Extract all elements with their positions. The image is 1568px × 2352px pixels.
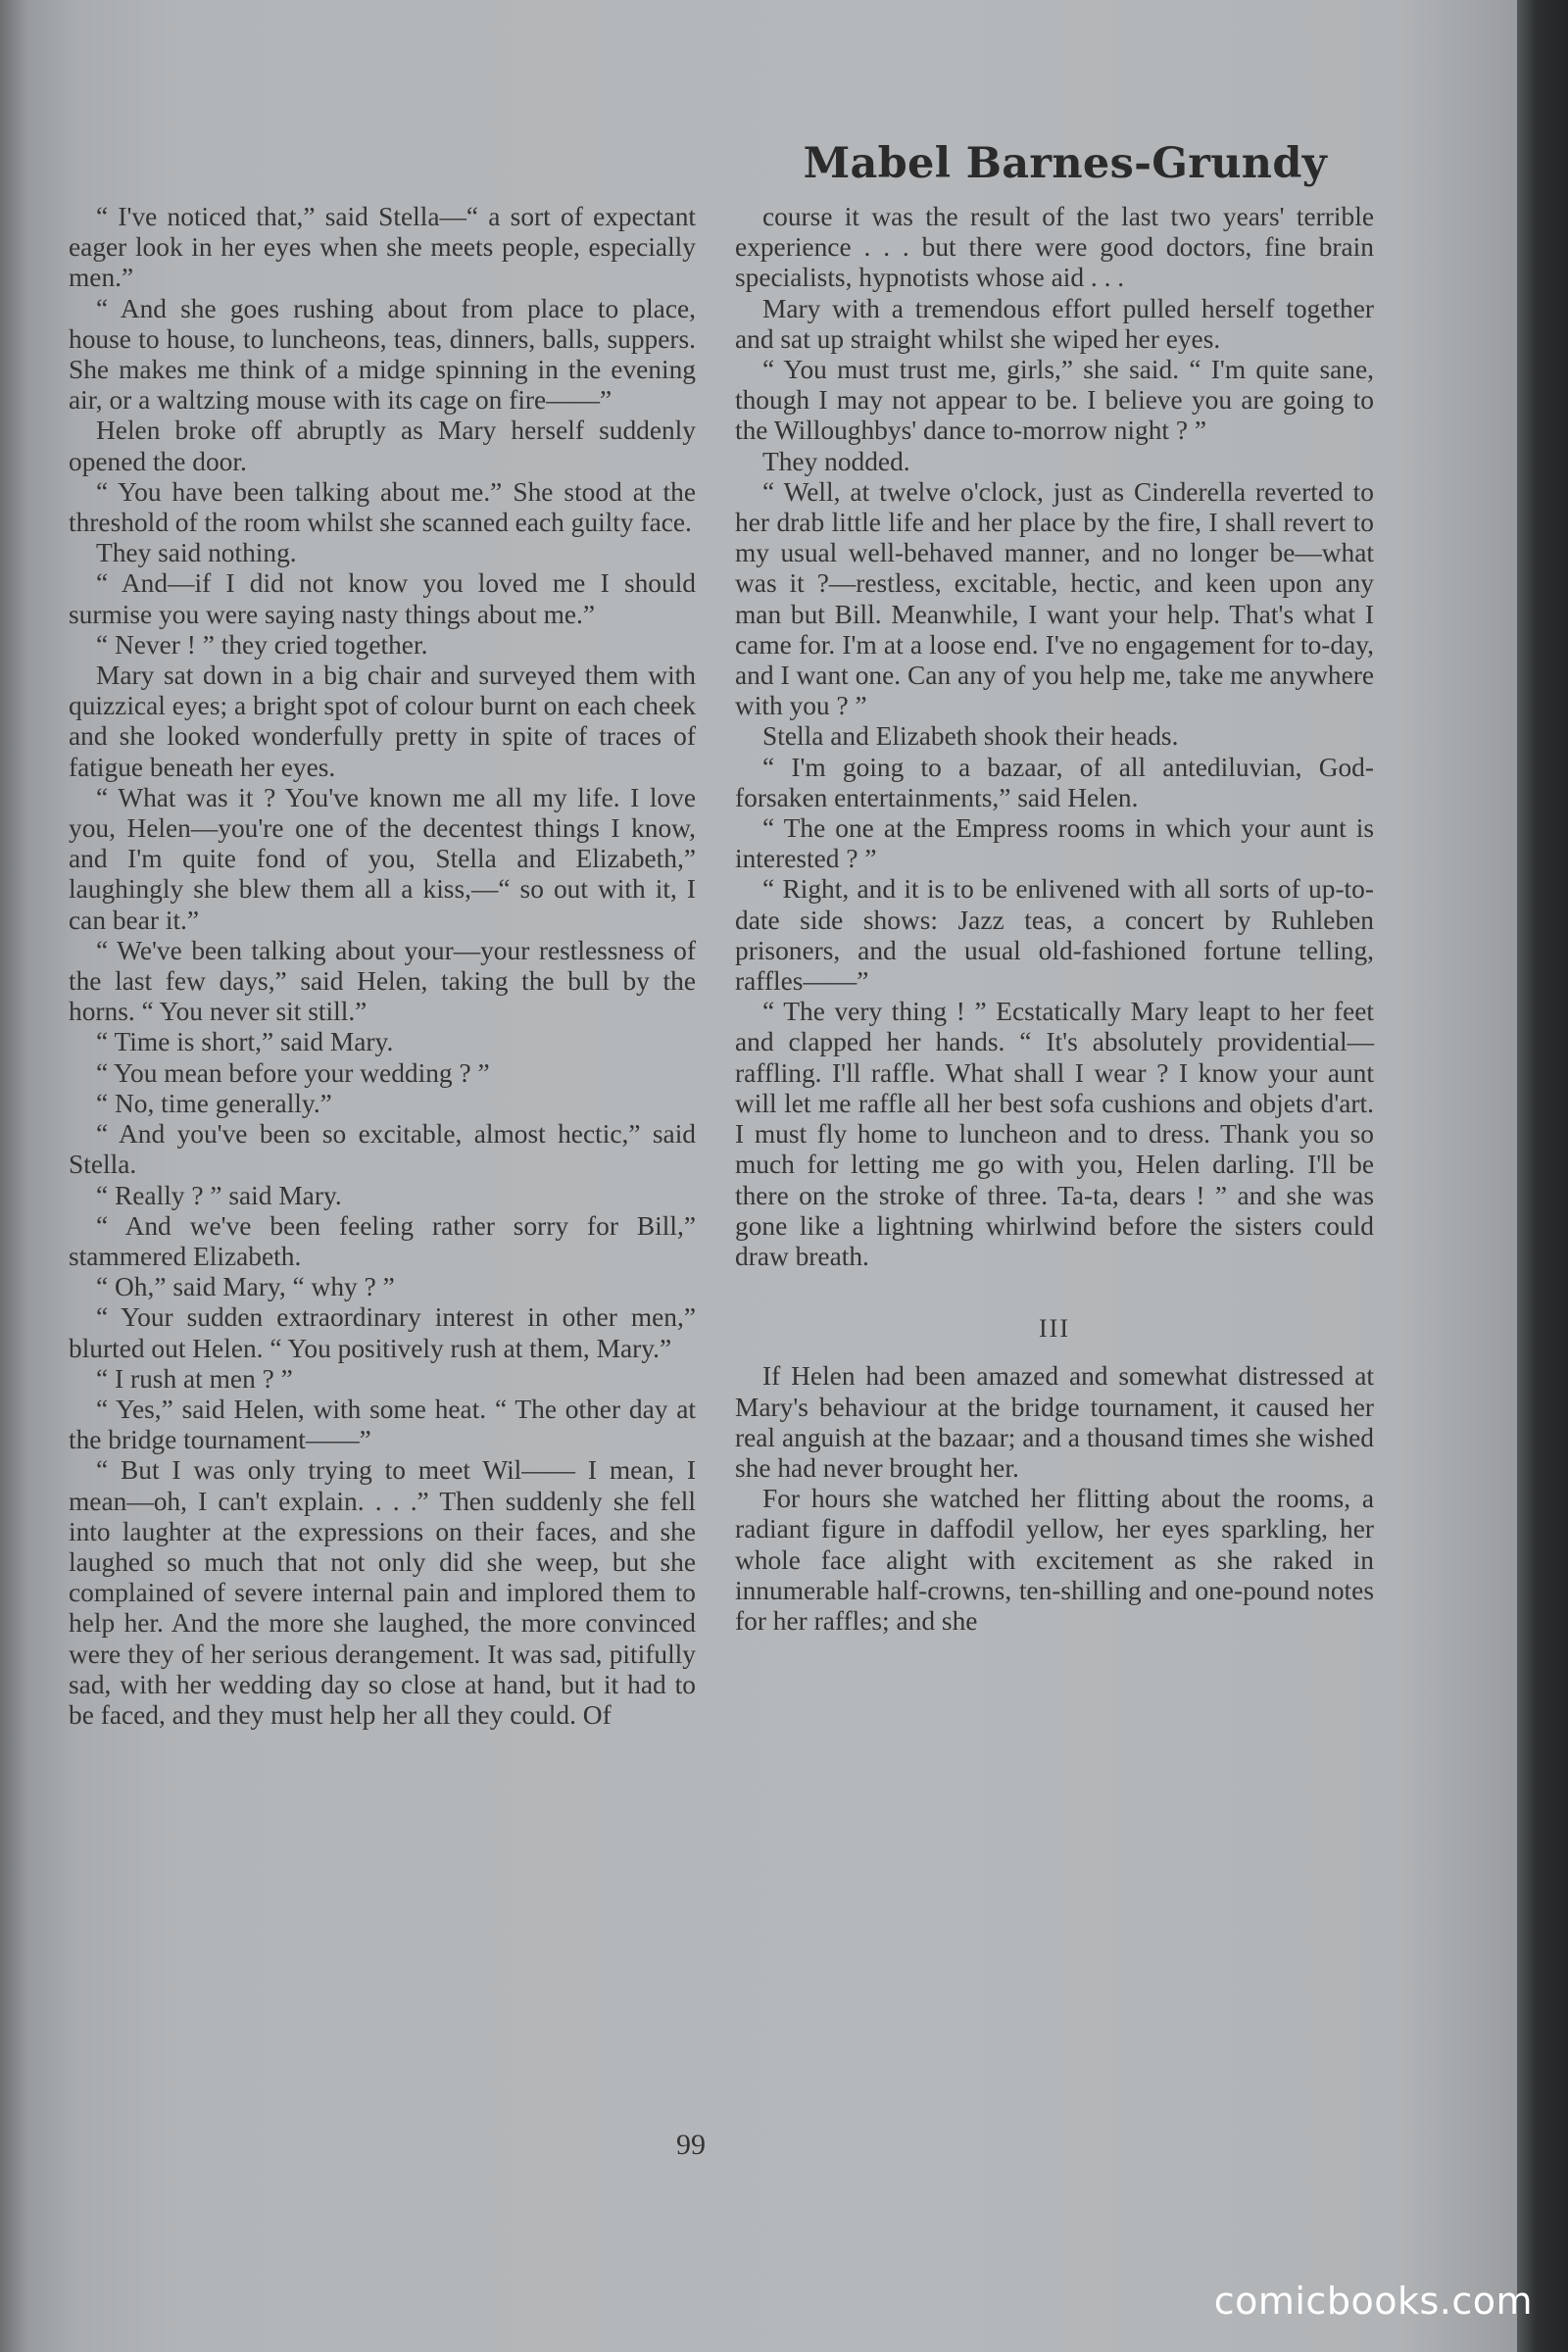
page-spine-shadow [0, 0, 29, 2352]
paragraph: “ I'm going to a bazaar, of all antediluvian, God-forsaken entertainments,” said Helen. [735, 752, 1374, 812]
paragraph: “ Really ? ” said Mary. [96, 1180, 342, 1210]
paragraph: If Helen had been amazed and somewhat distressed at Mary's behaviour at the bridge tournament, it caused her real anguish at the bazaar; and a thousand times she wished she had never brought her. [735, 1361, 1374, 1483]
paragraph: “ Never ! ” they cried together. [96, 629, 428, 660]
paragraph: “ Time is short,” said Mary. [96, 1027, 394, 1057]
paragraph: “ What was it ? You've known me all my life. I love you, Helen—you're one of the decentest things I know, and I'm quite fond of you, Stella and Elizabeth,” laughingly she blew them all a kiss,—“ so out with it, I can bear it.” [69, 782, 696, 935]
paragraph: “ Right, and it is to be enlivened with all sorts of up-to-date side shows: Jazz teas, a concert by Ruhleben prisoners, and the usual old-fashioned fortune telling, raffles——” [735, 874, 1374, 997]
paragraph: “ You mean before your wedding ? ” [96, 1057, 490, 1088]
paragraph: “ Oh,” said Mary, “ why ? ” [96, 1272, 395, 1302]
paragraph: “ And we've been feeling rather sorry for Bill,” stammered Elizabeth. [69, 1210, 696, 1271]
paragraph: “ And she goes rushing about from place to place, house to house, to luncheons, teas, dinners, balls, suppers. She makes me think of a midge spinning in the evening air, or a waltzing mouse with its cage on fire——” [69, 293, 696, 416]
paragraph: “ The one at the Empress rooms in which your aunt is interested ? ” [735, 813, 1374, 874]
paragraph: Mary sat down in a big chair and surveyed them with quizzical eyes; a bright spot of colour burnt on each cheek and she looked wonderfully pretty in spite of traces of fatigue beneath her eyes. [69, 661, 696, 782]
paragraph: “ I've noticed that,” said Stella—“ a sort of expectant eager look in her eyes when she meets people, especially men.” [69, 202, 696, 293]
paragraph: “ And you've been so excitable, almost hectic,” said Stella. [69, 1119, 696, 1180]
running-header: Mabel Barnes-Grundy [803, 139, 1327, 188]
paragraph: “ Your sudden extraordinary interest in other men,” blurted out Helen. “ You positively rush at them, Mary.” [69, 1302, 696, 1363]
page-number: 99 [676, 2129, 706, 2161]
paragraph: “ Well, at twelve o'clock, just as Cinderella reverted to her drab little life and her place by the fire, I shall revert to my usual well-behaved manner, and no longer be—what was it ?—restless, excitable, hectic, and keen upon any man but Bill. Meanwhile, I want your help. That's what I came for. I'm at a loose end. I've no engagement for to-day, and I want one. Can any of you help me, take me anywhere with you ? ” [735, 476, 1374, 721]
paragraph: “ You must trust me, girls,” she said. “ I'm quite sane, though I may not appear to be. I believe you are going to the Willoughbys' dance to-morrow night ? ” [735, 355, 1374, 446]
paragraph: Mary with a tremendous effort pulled herself together and sat up straight whilst she wiped her eyes. [735, 293, 1374, 354]
page-edge-shadow [1517, 0, 1568, 2352]
paragraph: “ The very thing ! ” Ecstatically Mary leapt to her feet and clapped her hands. “ It's absolutely providential—raffling. I'll raffle. What shall I wear ? I know your aunt will let me raffle all her best sofa cushions and objets d'art. I must fly home to luncheon and to dress. Thank you so much for letting me go with you, Helen darling. I'll be there on the stroke of three. Ta-ta, dears ! ” and she was gone like a lightning whirlwind before the sisters could draw breath. [735, 997, 1374, 1271]
paragraph: They nodded. [762, 446, 910, 476]
paragraph: Helen broke off abruptly as Mary herself suddenly opened the door. [69, 416, 696, 476]
paragraph: “ But I was only trying to meet Wil—— I mean, I mean—oh, I can't explain. . . .” Then suddenly she fell into laughter at the expressions on their faces, and she laughed so much that not only did she weep, but she complained of severe internal pain and implored them to help her. And the more she laughed, the more convinced were they of her serious derangement. It was sad, pitifully sad, with her wedding day so close at hand, but it had to be faced, and they must help her all they could. Of [69, 1455, 696, 1730]
paragraph: They said nothing. [96, 538, 297, 568]
left-column [69, 202, 696, 1731]
paragraph: “ Yes,” said Helen, with some heat. “ The other day at the bridge tournament——” [69, 1394, 696, 1455]
paragraph: For hours she watched her flitting about the rooms, a radiant figure in daffodil yellow, her eyes sparkling, her whole face alight with excitement as she raked in innumerable half-crowns, ten-shilling and one-pound notes for her raffles; and she [735, 1484, 1374, 1636]
paragraph: “ No, time generally.” [96, 1088, 332, 1118]
right-column [735, 202, 1374, 1637]
paragraph: “ I rush at men ? ” [96, 1363, 293, 1394]
paragraph: “ We've been talking about your—your restlessness of the last few days,” said Helen, taking the bull by the horns. “ You never sit still.” [69, 935, 696, 1027]
paragraph: course it was the result of the last two years' terrible experience . . . but there were good doctors, fine brain specialists, hypnotists whose aid . . . [735, 202, 1374, 293]
section-number: III [1039, 1314, 1070, 1344]
paragraph: “ And—if I did not know you loved me I should surmise you were saying nasty things about me.” [69, 568, 696, 629]
watermark: comicbooks.com [1213, 2279, 1533, 2323]
paragraph: Stella and Elizabeth shook their heads. [762, 721, 1179, 752]
paragraph: “ You have been talking about me.” She stood at the threshold of the room whilst she scanned each guilty face. [69, 476, 696, 538]
